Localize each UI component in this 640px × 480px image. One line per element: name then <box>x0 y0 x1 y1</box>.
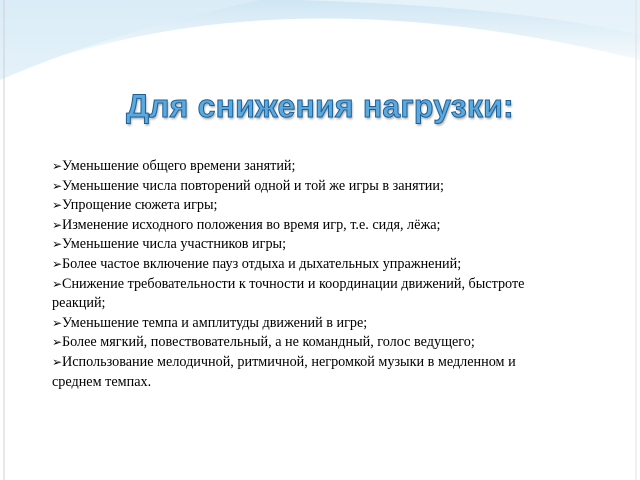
checkmark-arrow-icon: ➢ <box>52 159 63 173</box>
checkmark-arrow-icon: ➢ <box>52 178 63 193</box>
checkmark-arrow-icon: ➢ <box>52 198 63 213</box>
list-item: ➢ Более мягкий, повествовательный, а не командный, голос ведущего; <box>52 333 592 353</box>
list-item: ➢ Снижение требовательности к точности и координации движений, быстроте реакций; <box>52 275 525 312</box>
checkmark-arrow-icon: ➢ <box>52 354 63 369</box>
list-item: ➢ Уменьшение числа повторений одной и той же игры в занятии; <box>52 177 592 197</box>
list-item: ➢ Уменьшение числа участников игры; <box>52 235 592 255</box>
checkmark-arrow-icon: ➢ <box>52 237 63 252</box>
list-item: ➢ Изменение исходного положения во время игр, т.е. сидя, лёжа; <box>52 216 592 236</box>
slide-title: Для снижения нагрузки: <box>126 88 514 124</box>
checkmark-arrow-icon: ➢ <box>52 335 63 350</box>
checkmark-arrow-icon: ➢ <box>52 217 63 232</box>
list-item: ➢ Упрощение сюжета игры; <box>52 196 592 216</box>
checkmark-arrow-icon: ➢ <box>52 256 63 271</box>
checkmark-arrow-icon: ➢ <box>52 315 63 330</box>
checkmark-arrow-icon: ➢ <box>52 276 63 291</box>
reduction-list <box>52 157 592 392</box>
list-item: ➢ Уменьшение темпа и амплитуды движений в игре; <box>52 314 592 334</box>
list-item: ➢ Более частое включение пауз отдыха и дыхательных упражнений; <box>52 255 592 275</box>
list-item: ➢ Уменьшение общего времени занятий; <box>52 157 592 177</box>
list-item: ➢ Использование мелодичной, ритмичной, негромкой музыки в медленном и среднем темпах. <box>52 353 516 390</box>
